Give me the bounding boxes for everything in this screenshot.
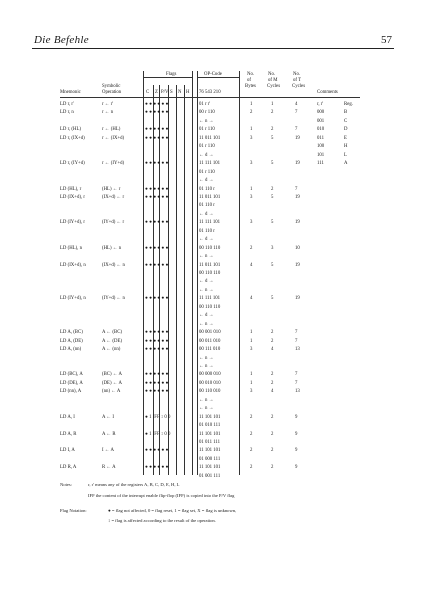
mnemonic-cell: LD A, R [60, 431, 77, 437]
notes-line-2: IFF the content of the interrupt enable flip-flop (IFF) is copied into the P/V flag [88, 493, 235, 498]
tcycles-cell: 7 [295, 330, 298, 336]
flag-notation-line-2: ↕ = flag is affected according to the result of the operation. [108, 518, 216, 523]
operation-cell: (BC) ← A [102, 372, 122, 378]
mcycles-cell: 2 [271, 110, 274, 116]
tcycles-cell: 19 [295, 220, 300, 226]
mcycles-cell: 2 [271, 186, 274, 192]
opcode-cell: ← n → [199, 321, 214, 327]
table-row [60, 422, 360, 429]
flags-cell: ● ● ● ● ● ● [145, 110, 169, 116]
bytes-cell: 1 [250, 102, 253, 107]
flags-cell: ● ● ● ● ● ● [145, 220, 169, 226]
header-opcode: OP-Code [204, 72, 222, 77]
operation-cell: r ← n [102, 110, 114, 116]
mnemonic-cell: LD A, (BC) [60, 330, 83, 336]
flag-notation-label: Flag Notation: [60, 508, 87, 513]
table-row [60, 245, 360, 252]
table-row [60, 194, 360, 201]
operation-cell: (DE) ← A [102, 380, 122, 386]
table-row [60, 253, 360, 260]
tcycles-cell: 9 [295, 448, 298, 454]
mnemonic-cell: LD (IX+d), n [60, 262, 86, 268]
operation-cell: A ← R [102, 431, 116, 437]
mnemonic-cell: LD A, I [60, 414, 75, 420]
tcycles-cell: 9 [295, 431, 298, 437]
mcycles-cell: 2 [271, 372, 274, 378]
flags-cell: ● ● ● ● ● ● [145, 135, 169, 141]
comment-reg-cell: E [344, 135, 347, 141]
opcode-cell: 01 001 111 [199, 473, 221, 479]
header-mnemonic: Mnemonic [60, 90, 81, 95]
flag-pv: P/V [161, 90, 169, 95]
operation-cell: A ← (BC) [102, 330, 122, 336]
header-tcyc-2: of T [293, 78, 302, 83]
mnemonic-cell: LD A, (DE) [60, 338, 83, 344]
operation-cell: A ← (DE) [102, 338, 122, 344]
table-row [60, 473, 360, 480]
flags-cell: ● ● ● ● ● ● [145, 380, 169, 386]
tcycles-cell: 10 [295, 245, 300, 251]
tcycles-cell: 13 [295, 389, 300, 395]
tcycles-cell: 19 [295, 194, 300, 200]
header-rule [60, 97, 360, 98]
flags-cell: ● 1 IFF ↕ 0 0 [145, 431, 171, 437]
opcode-cell: 01 010 111 [199, 423, 221, 429]
opcode-cell: 01 110 r [199, 186, 215, 192]
header-bytes-2: of [247, 78, 251, 83]
table-row [60, 169, 360, 176]
opcode-cell: 01 011 111 [199, 440, 221, 445]
tcycles-cell: 19 [295, 135, 300, 141]
comment-code-cell: 011 [317, 135, 325, 141]
page-number: 57 [381, 34, 392, 46]
mcycles-cell: 1 [271, 102, 274, 107]
comment-reg-cell: L [344, 152, 347, 158]
opcode-cell: 11 111 101 [199, 296, 221, 302]
table-row [60, 355, 360, 362]
flag-h: H [186, 90, 190, 95]
page-title: Die Befehle [34, 34, 89, 46]
mnemonic-cell: LD (nn), A [60, 389, 82, 395]
header-mcyc-1: No. [268, 72, 276, 77]
comment-reg-cell: A [344, 161, 348, 167]
notes-label: Notes: [60, 482, 72, 487]
tcycles-cell: 7 [295, 372, 298, 378]
flags-cell: ● ● ● ● ● ● [145, 127, 169, 133]
flags-cell: ● ● ● ● ● ● [145, 389, 169, 395]
bytes-cell: 1 [250, 338, 253, 344]
comment-code-cell: 001 [317, 118, 325, 124]
table-row [60, 202, 360, 209]
table-row [60, 464, 360, 471]
mcycles-cell: 2 [271, 414, 274, 420]
opcode-cell: 01 r 110 [199, 127, 215, 133]
flags-cell: ● ● ● ● ● ● [145, 347, 169, 353]
comment-reg-cell: B [344, 110, 348, 116]
opcode-cell: 00 110 110 [199, 304, 221, 310]
bytes-cell: 3 [250, 347, 253, 353]
flag-z: Z [155, 90, 158, 95]
bytes-cell: 2 [250, 431, 253, 437]
table-row [60, 177, 360, 184]
bytes-cell: 3 [250, 194, 253, 200]
flags-cell: ● ● ● ● ● ● [145, 102, 169, 107]
opcode-cell: 00 111 010 [199, 347, 221, 353]
flags-cell: ● ● ● ● ● ● [145, 330, 169, 336]
comment-reg-cell: D [344, 127, 348, 133]
table-row [60, 278, 360, 285]
flags-cell: ● ● ● ● ● ● [145, 194, 169, 200]
opcode-cell: 11 011 101 [199, 262, 221, 268]
tcycles-cell: 13 [295, 347, 300, 353]
bytes-cell: 2 [250, 465, 253, 471]
operation-cell: r ← r' [102, 102, 114, 107]
mnemonic-cell: LD (HL), r [60, 186, 82, 192]
mnemonic-cell: LD R, A [60, 465, 77, 471]
operation-cell: r ← (IX+d) [102, 135, 125, 141]
opcode-cell: 00 011 010 [199, 338, 221, 344]
table-row [60, 329, 360, 336]
opcode-cell: 00 000 010 [199, 372, 221, 378]
bytes-cell: 3 [250, 389, 253, 395]
bytes-cell: 1 [250, 186, 253, 192]
opcode-cell: 01 110 r [199, 228, 215, 234]
table-row [60, 380, 360, 387]
opcode-cell: 11 111 101 [199, 161, 221, 167]
page-header [32, 32, 394, 49]
opcode-cell: 01 110 r [199, 203, 215, 209]
opcode-cell: 00 110 010 [199, 389, 221, 395]
operation-cell: (IY+d) ← n [102, 296, 125, 302]
table-row [60, 211, 360, 218]
flag-c: C [146, 90, 150, 95]
flags-cell: ● ● ● ● ● ● [145, 296, 169, 302]
comment-code-cell: 010 [317, 127, 325, 133]
mnemonic-cell: LD r, (HL) [60, 127, 81, 133]
tcycles-cell: 7 [295, 127, 298, 133]
table-row [60, 160, 360, 167]
mnemonic-cell: LD (DE), A [60, 380, 83, 386]
table-row [60, 363, 360, 370]
mnemonic-cell: LD r, n [60, 110, 74, 116]
tcycles-cell: 4 [295, 102, 298, 107]
table-row [60, 346, 360, 353]
opcode-cell: 00 110 110 [199, 245, 221, 251]
header-mcyc-2: of M [268, 78, 278, 83]
flags-cell: ● 1 IFF ↕ 0 0 [145, 414, 171, 420]
header-tcyc-3: Cycles [292, 84, 306, 89]
comment-reg-cell: H [344, 144, 348, 150]
table-row [60, 338, 360, 345]
bytes-cell: 2 [250, 414, 253, 420]
opcode-cell: 01 r r' [199, 102, 211, 107]
flags-cell: ● ● ● ● ● ● [145, 186, 169, 192]
comment-code-cell: 000 [317, 110, 325, 116]
opcode-cell: ← n → [199, 254, 214, 260]
table-row [60, 287, 360, 294]
opcode-cell: 01 000 111 [199, 456, 221, 462]
operation-cell: (IY+d) ← r [102, 220, 125, 226]
mcycles-cell: 2 [271, 380, 274, 386]
mcycles-cell: 4 [271, 389, 274, 395]
flags-cell: ● ● ● ● ● ● [145, 161, 169, 167]
flags-cell: ● ● ● ● ● ● [145, 448, 169, 454]
bytes-cell: 4 [250, 262, 253, 268]
header-tcyc-1: No. [293, 72, 301, 77]
tcycles-cell: 7 [295, 338, 298, 344]
header-symbolic-1: Symbolic [102, 84, 121, 89]
operation-cell: (nn) ← A [102, 389, 121, 395]
mnemonic-cell: LD r, (IY+d) [60, 161, 85, 167]
mnemonic-cell: LD A, (nn) [60, 347, 82, 353]
flags-cell: ● ● ● ● ● ● [145, 372, 169, 378]
table-row [60, 304, 360, 311]
table-row [60, 126, 360, 133]
mnemonic-cell: LD (IY+d), n [60, 296, 86, 302]
opcode-cell: 00 110 110 [199, 271, 221, 276]
flag-n: N [178, 90, 182, 95]
mcycles-cell: 5 [271, 194, 274, 200]
table-row [60, 405, 360, 412]
opcode-cell: ← n → [199, 397, 214, 403]
table-row [60, 456, 360, 463]
tcycles-cell: 7 [295, 110, 298, 116]
bytes-cell: 2 [250, 448, 253, 454]
opcode-cell: ← d → [199, 237, 214, 243]
opcode-cell: ← n → [199, 287, 214, 293]
bytes-cell: 2 [250, 110, 253, 116]
bytes-cell: 3 [250, 161, 253, 167]
header-bytes-3: Bytes [245, 84, 256, 89]
table-row [60, 118, 360, 125]
bytes-cell: 4 [250, 296, 253, 302]
table-row [60, 109, 360, 116]
mcycles-cell: 2 [271, 330, 274, 336]
header-comments: Comments [317, 90, 338, 95]
instruction-table [60, 71, 360, 479]
operation-cell: (HL) ← r [102, 186, 121, 192]
operation-cell: r ← (HL) [102, 127, 121, 133]
flags-cell: ● ● ● ● ● ● [145, 245, 169, 251]
table-row [60, 431, 360, 438]
bytes-cell: 1 [250, 372, 253, 378]
header-mcyc-3: Cycles [267, 84, 281, 89]
flag-s: S [170, 90, 173, 95]
flags-cell: ● ● ● ● ● ● [145, 338, 169, 344]
bytes-cell: 1 [250, 127, 253, 133]
table-row [60, 236, 360, 243]
opcode-cell: 00 010 010 [199, 380, 221, 386]
tcycles-cell: 7 [295, 380, 298, 386]
header-symbolic-2: Operation [102, 90, 122, 95]
tcycles-cell: 9 [295, 414, 298, 420]
mcycles-cell: 2 [271, 431, 274, 437]
table-row [60, 312, 360, 319]
table-row [60, 439, 360, 446]
table-row [60, 447, 360, 454]
mnemonic-cell: LD r, (IX+d) [60, 135, 85, 141]
operation-cell: (IX+d) ← n [102, 262, 125, 268]
opcode-cell: 00 r 110 [199, 110, 215, 116]
comment-code-cell: 101 [317, 152, 325, 158]
opcode-cell: ← d → [199, 211, 214, 217]
mnemonic-cell: LD (BC), A [60, 372, 83, 378]
table-row [60, 397, 360, 404]
operation-cell: A ← (nn) [102, 347, 121, 353]
opcode-cell: 11 101 101 [199, 448, 221, 454]
operation-cell: R ← A [102, 465, 116, 471]
mcycles-cell: 5 [271, 262, 274, 268]
table-row [60, 186, 360, 193]
opcode-cell: ← d → [199, 178, 214, 184]
mnemonic-cell: LD (HL), n [60, 245, 82, 251]
table-row [60, 321, 360, 328]
mcycles-cell: 2 [271, 465, 274, 471]
flags-cell: ● ● ● ● ● ● [145, 262, 169, 268]
operation-cell: A ← I [102, 414, 114, 420]
opcode-cell: 11 101 101 [199, 414, 221, 420]
mnemonic-cell: LD (IX+d), r [60, 194, 85, 200]
mnemonic-cell: LD I, A [60, 448, 75, 454]
table-row [60, 152, 360, 159]
opcode-cell: 01 r 110 [199, 169, 215, 175]
mcycles-cell: 5 [271, 220, 274, 226]
comment-code-cell: 111 [317, 161, 324, 167]
bytes-cell: 1 [250, 330, 253, 336]
mnemonic-cell: LD r, r' [60, 102, 74, 107]
opcode-cell: ← d → [199, 313, 214, 319]
opcode-cell: 11 111 101 [199, 220, 221, 226]
table-row [60, 219, 360, 226]
flags-cell: ● ● ● ● ● ● [145, 465, 169, 471]
operation-cell: r ← (IY+d) [102, 161, 125, 167]
tcycles-cell: 19 [295, 262, 300, 268]
operation-cell: I ← A [102, 448, 114, 454]
mcycles-cell: 3 [271, 245, 274, 251]
header-bytes-1: No. [247, 72, 255, 77]
tcycles-cell: 19 [295, 296, 300, 302]
table-row [60, 295, 360, 302]
table-row [60, 262, 360, 269]
table-row [60, 414, 360, 421]
comment-reg-cell: C [344, 118, 348, 124]
table-row [60, 135, 360, 142]
opcode-cell: ← n → [199, 118, 214, 124]
mcycles-cell: 2 [271, 338, 274, 344]
opcode-cell: 00 001 010 [199, 330, 221, 336]
bytes-cell: 3 [250, 220, 253, 226]
tcycles-cell: 7 [295, 186, 298, 192]
header-flags: Flags [166, 72, 177, 77]
notes-line-1: r, r' means any of the registers A, B, C, D, E, H, L [88, 482, 180, 487]
opcode-cell: 11 101 101 [199, 431, 221, 437]
mcycles-cell: 5 [271, 135, 274, 141]
flag-notation-line-1: ● = flag not affected, 0 = flag reset, 1 = flag set, X = flag is unknown, [108, 508, 237, 513]
table-row [60, 388, 360, 395]
opcode-cell: 01 r 110 [199, 144, 215, 150]
tcycles-cell: 9 [295, 465, 298, 471]
bytes-cell: 3 [250, 135, 253, 141]
mcycles-cell: 5 [271, 296, 274, 302]
table-row [60, 371, 360, 378]
opcode-cell: ← n → [199, 363, 214, 369]
opcode-cell: 11 011 101 [199, 194, 221, 200]
operation-cell: (IX+d) ← r [102, 194, 125, 200]
mcycles-cell: 4 [271, 347, 274, 353]
comment-reg-cell: Reg. [344, 102, 353, 107]
opcode-cell: 11 101 101 [199, 465, 221, 471]
bytes-cell: 2 [250, 245, 253, 251]
opcode-cell: ← n → [199, 355, 214, 361]
flags-rule [143, 77, 192, 78]
table-row [60, 143, 360, 150]
header-opcode-bits: 76 543 210 [199, 90, 221, 95]
opcode-cell: ← n → [199, 406, 214, 412]
mcycles-cell: 2 [271, 448, 274, 454]
mcycles-cell: 5 [271, 161, 274, 167]
tcycles-cell: 19 [295, 161, 300, 167]
comment-code-cell: 100 [317, 144, 325, 150]
table-row [60, 228, 360, 235]
opcode-rule [197, 77, 239, 78]
opcode-cell: ← d → [199, 279, 214, 285]
mnemonic-cell: LD (IY+d), r [60, 220, 85, 226]
opcode-cell: ← d → [199, 152, 214, 158]
comment-code-cell: r, r' [317, 102, 324, 107]
table-row [60, 101, 360, 108]
bytes-cell: 1 [250, 380, 253, 386]
opcode-cell: 11 011 101 [199, 135, 221, 141]
mcycles-cell: 2 [271, 127, 274, 133]
table-row [60, 270, 360, 277]
operation-cell: (HL) ← n [102, 245, 122, 251]
